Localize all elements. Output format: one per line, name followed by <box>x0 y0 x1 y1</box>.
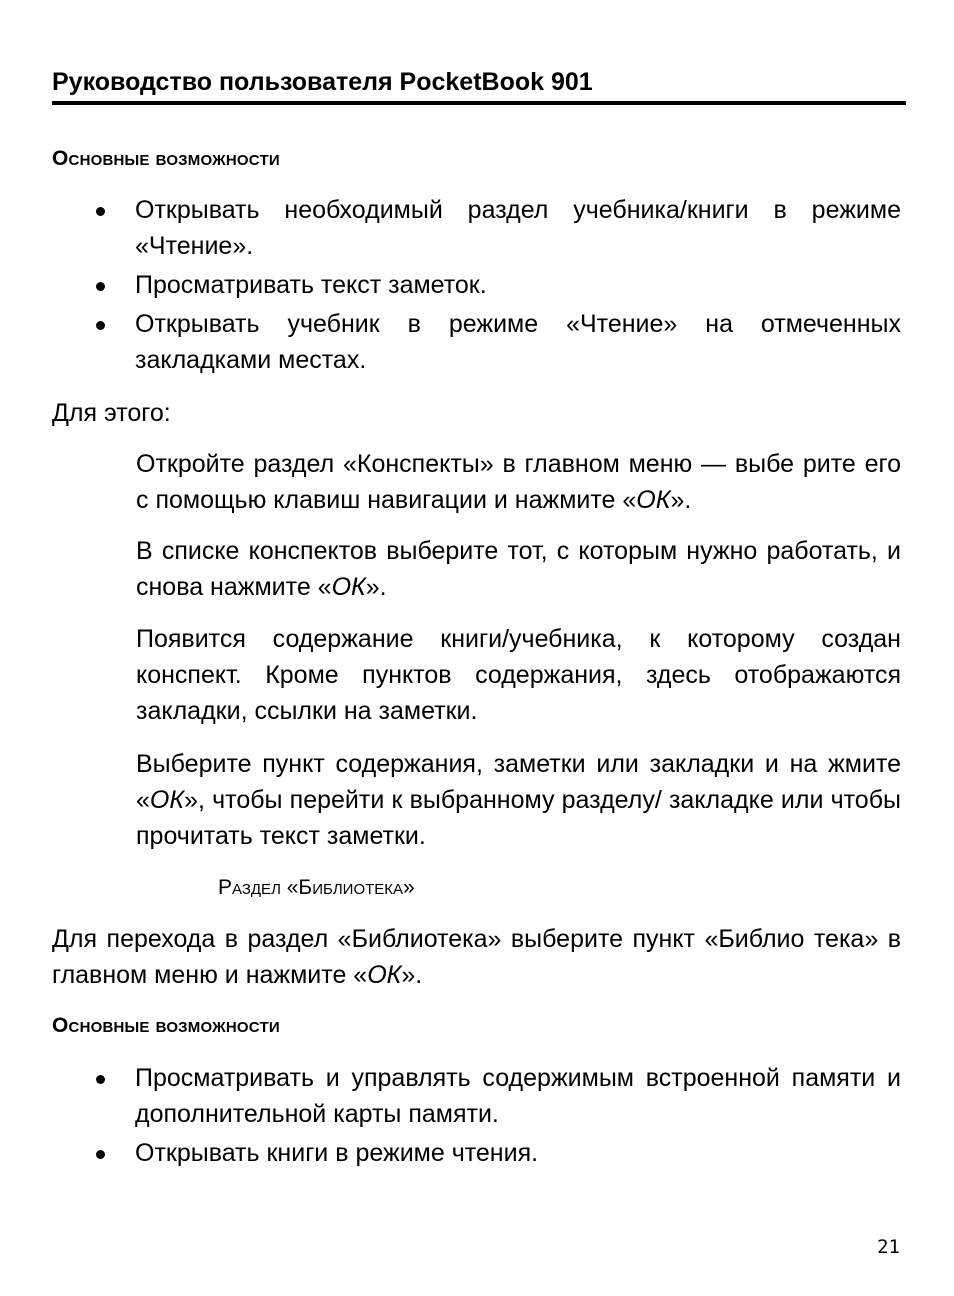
list-item: Просматривать текст заметок. <box>0 267 954 303</box>
section-heading-features-2: Основные возможности <box>52 1014 280 1037</box>
list-item: Открывать учебник в режиме «Чтение» на отмеченных закладками местах. <box>0 306 954 378</box>
library-feature-list <box>0 1060 954 1174</box>
page-number: 21 <box>877 1236 900 1258</box>
step-paragraph: В списке конспектов выберите тот, с которым нужно работать, и снова нажмите «ОК». <box>136 537 901 601</box>
for-this-label: Для этого: <box>52 399 171 427</box>
bullet-icon <box>96 1150 105 1159</box>
document-header: Руководство пользователя PocketBook 901 <box>52 66 906 105</box>
list-item: Открывать необходимый раздел учебника/книги в режиме «Чтение». <box>0 192 954 264</box>
bullet-icon <box>96 207 105 216</box>
bullet-icon <box>96 321 105 330</box>
library-intro: Для перехода в раздел «Библиотека» выберите пункт «Библио тека» в главном меню и нажмите «ОК». <box>52 925 901 989</box>
step-paragraph: Появится содержание книги/учебника, к которому создан конспект. Кроме пунктов содержания, здесь отображаются закладки, ссылки на заметки. <box>136 625 901 725</box>
feature-list <box>0 192 954 381</box>
section-heading-features: Основные возможности <box>52 147 280 170</box>
list-item: Открывать книги в режиме чтения. <box>0 1135 954 1171</box>
list-item: Просматривать и управлять содержимым встроенной памяти и дополнительной карты памяти. <box>0 1060 954 1132</box>
bullet-icon <box>96 1075 105 1084</box>
step-paragraph: Откройте раздел «Конспекты» в главном меню — выбе рите его с помощью клавиш навигации и нажмите «ОК». <box>136 450 901 514</box>
section-title-library: Раздел «Библиотека» <box>218 876 415 899</box>
step-paragraph: Выберите пункт содержания, заметки или закладки и на жмите «ОК», чтобы перейти к выбранному разделу/ закладке или чтобы прочитать текст заметки. <box>136 750 901 850</box>
bullet-icon <box>96 282 105 291</box>
